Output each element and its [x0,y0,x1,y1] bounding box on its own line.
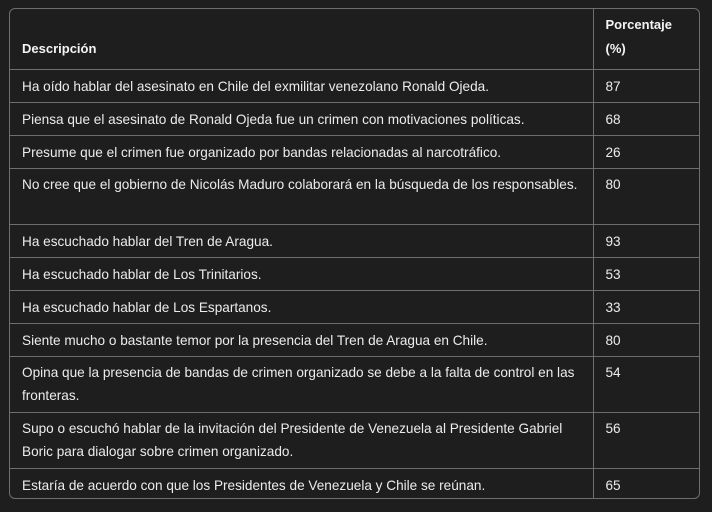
table-row [10,412,699,468]
row-description: Ha escuchado hablar del Tren de Aragua. [10,224,593,257]
row-percentage: 87 [593,69,699,102]
row-description: Supo o escuchó hablar de la invitación del Presidente de Venezuela al Presidente Gabriel Boric para dialogar sobre crimen organizado. [10,412,593,468]
row-percentage: 65 [593,468,699,499]
row-percentage: 80 [593,168,699,224]
row-description: Ha escuchado hablar de Los Espartanos. [10,290,593,323]
header-percentage [593,9,699,69]
row-description: Siente mucho o bastante temor por la presencia del Tren de Aragua en Chile. [10,323,593,356]
survey-table [10,9,699,499]
row-description: Opina que la presencia de bandas de crimen organizado se debe a la falta de control en las fronteras. [10,356,593,412]
table-row [10,135,699,168]
table-row [10,290,699,323]
row-percentage: 26 [593,135,699,168]
table-row [10,468,699,499]
row-description: Ha escuchado hablar de Los Trinitarios. [10,257,593,290]
table-row [10,168,699,224]
row-percentage: 93 [593,224,699,257]
row-percentage: 54 [593,356,699,412]
table-row [10,257,699,290]
row-description: Presume que el crimen fue organizado por bandas relacionadas al narcotráfico. [10,135,593,168]
row-description: Estaría de acuerdo con que los Presidentes de Venezuela y Chile se reúnan. [10,468,593,499]
row-percentage: 56 [593,412,699,468]
table-row [10,224,699,257]
row-percentage: 33 [593,290,699,323]
header-percentage-line1: Porcentaje [605,16,672,32]
row-description: No cree que el gobierno de Nicolás Maduro colaborará en la búsqueda de los responsables. [10,168,593,224]
table-header-row [10,9,699,69]
row-description: Ha oído hablar del asesinato en Chile del exmilitar venezolano Ronald Ojeda. [10,69,593,102]
header-description: Descripción [22,40,97,56]
row-percentage: 53 [593,257,699,290]
survey-table-container [9,8,700,499]
row-description: Piensa que el asesinato de Ronald Ojeda fue un crimen con motivaciones políticas. [10,102,593,135]
row-percentage: 80 [593,323,699,356]
header-percentage-line2: (%) [605,40,626,56]
table-row [10,69,699,102]
row-percentage: 68 [593,102,699,135]
table-row [10,323,699,356]
table-row [10,356,699,412]
table-row [10,102,699,135]
